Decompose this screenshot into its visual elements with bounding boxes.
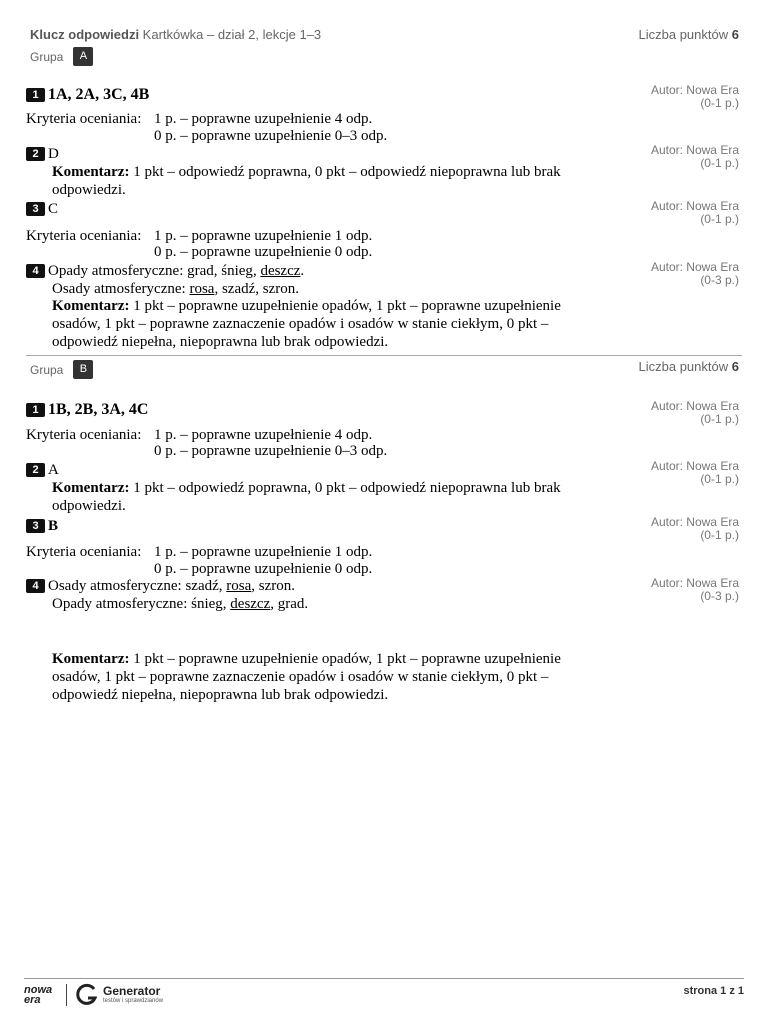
task-number-badge: 2: [26, 147, 45, 161]
task-number-badge: 4: [26, 579, 45, 593]
task-4-osady: 4 Osady atmosferyczne: szadź, rosa, szron.: [26, 578, 295, 595]
criteria-line: 1 p. – poprawne uzupełnienie 1 odp.: [154, 228, 373, 244]
task-3-author: Autor: Nowa Era (0-1 p.): [650, 515, 739, 542]
comment-line: Komentarz: 1 pkt – poprawne uzupełnienie opadów, 1 pkt – poprawne uzupełnienie: [52, 298, 561, 314]
criteria-line: 1 p. – poprawne uzupełnienie 1 odp.: [154, 544, 373, 560]
comment-line: Komentarz: 1 pkt – poprawne uzupełnienie opadów, 1 pkt – poprawne uzupełnienie: [52, 651, 561, 667]
group-b-badge: B: [73, 360, 93, 379]
criteria-line: 0 p. – poprawne uzupełnienie 0–3 odp.: [154, 128, 388, 144]
generator-g-icon: [75, 983, 99, 1007]
task-1-author: Autor: Nowa Era (0-1 p.): [650, 83, 739, 110]
group-a-label: Grupa A: [30, 47, 93, 66]
points-total-a: Liczba punktów 6: [638, 27, 739, 42]
logo-divider: [66, 984, 67, 1006]
comment-line: osadów, 1 pkt – poprawne zaznaczenie opadów i osadów w stanie ciekłym, 0 pkt –: [52, 316, 549, 332]
group-divider: [26, 355, 742, 356]
task-3-author: Autor: Nowa Era (0-1 p.): [650, 199, 739, 226]
task-number-badge: 1: [26, 403, 45, 417]
task-number-badge: 4: [26, 264, 45, 278]
comment-line: odpowiedzi.: [52, 498, 126, 514]
task-4-author: Autor: Nowa Era (0-3 p.): [650, 576, 739, 603]
points-total-b: Liczba punktów 6: [638, 359, 739, 374]
comment-line: osadów, 1 pkt – poprawne zaznaczenie opadów i osadów w stanie ciekłym, 0 pkt –: [52, 669, 549, 685]
nowa-era-logo: nowa era: [24, 984, 53, 1006]
criteria-line: 0 p. – poprawne uzupełnienie 0 odp.: [154, 561, 373, 577]
task-2-answer: 2 A: [26, 462, 59, 479]
group-b-label: Grupa B: [30, 360, 93, 379]
task-2-author: Autor: Nowa Era (0-1 p.): [650, 143, 739, 170]
comment-line: odpowiedź niepełna, niepoprawna lub brak odpowiedzi.: [52, 687, 389, 703]
task-4-osady: Osady atmosferyczne: rosa, szadź, szron.: [52, 281, 300, 297]
criteria-line: 0 p. – poprawne uzupełnienie 0 odp.: [154, 244, 373, 260]
task-2-answer: 2 D: [26, 146, 59, 163]
page-number: strona 1 z 1: [683, 985, 744, 997]
task-1-answer: 1 1B, 2B, 3A, 4C: [26, 401, 148, 418]
task-1-author: Autor: Nowa Era (0-1 p.): [650, 399, 739, 426]
criteria-label: Kryteria oceniania:: [26, 228, 142, 244]
comment-line: odpowiedzi.: [52, 182, 126, 198]
criteria-label: Kryteria oceniania:: [26, 427, 142, 443]
task-number-badge: 1: [26, 88, 45, 102]
criteria-label: Kryteria oceniania:: [26, 544, 142, 560]
criteria-line: 1 p. – poprawne uzupełnienie 4 odp.: [154, 427, 373, 443]
task-1-answer: 1 1A, 2A, 3C, 4B: [26, 86, 149, 103]
comment-line: Komentarz: 1 pkt – odpowiedź poprawna, 0 pkt – odpowiedź niepoprawna lub brak: [52, 164, 561, 180]
criteria-line: 0 p. – poprawne uzupełnienie 0–3 odp.: [154, 443, 388, 459]
criteria-label: Kryteria oceniania:: [26, 111, 142, 127]
footer-logos: [24, 983, 163, 1007]
footer-divider: [24, 978, 744, 979]
task-3-answer: 3 B: [26, 518, 58, 535]
task-number-badge: 2: [26, 463, 45, 477]
task-4-opady: 4 Opady atmosferyczne: grad, śnieg, deszcz.: [26, 263, 304, 280]
criteria-line: 1 p. – poprawne uzupełnienie 4 odp.: [154, 111, 373, 127]
task-3-answer: 3 C: [26, 201, 58, 218]
task-4-author: Autor: Nowa Era (0-3 p.): [650, 260, 739, 287]
generator-logo: Generator testów i sprawdzianów: [103, 984, 164, 1004]
comment-line: odpowiedź niepełna, niepoprawna lub brak odpowiedzi.: [52, 334, 389, 350]
task-2-author: Autor: Nowa Era (0-1 p.): [650, 459, 739, 486]
group-a-badge: A: [73, 47, 93, 66]
task-4-opady: Opady atmosferyczne: śnieg, deszcz, grad.: [52, 596, 309, 612]
document-title: Klucz odpowiedzi Kartkówka – dział 2, lekcje 1–3: [30, 27, 322, 42]
task-number-badge: 3: [26, 519, 45, 533]
comment-line: Komentarz: 1 pkt – odpowiedź poprawna, 0 pkt – odpowiedź niepoprawna lub brak: [52, 480, 561, 496]
task-number-badge: 3: [26, 202, 45, 216]
